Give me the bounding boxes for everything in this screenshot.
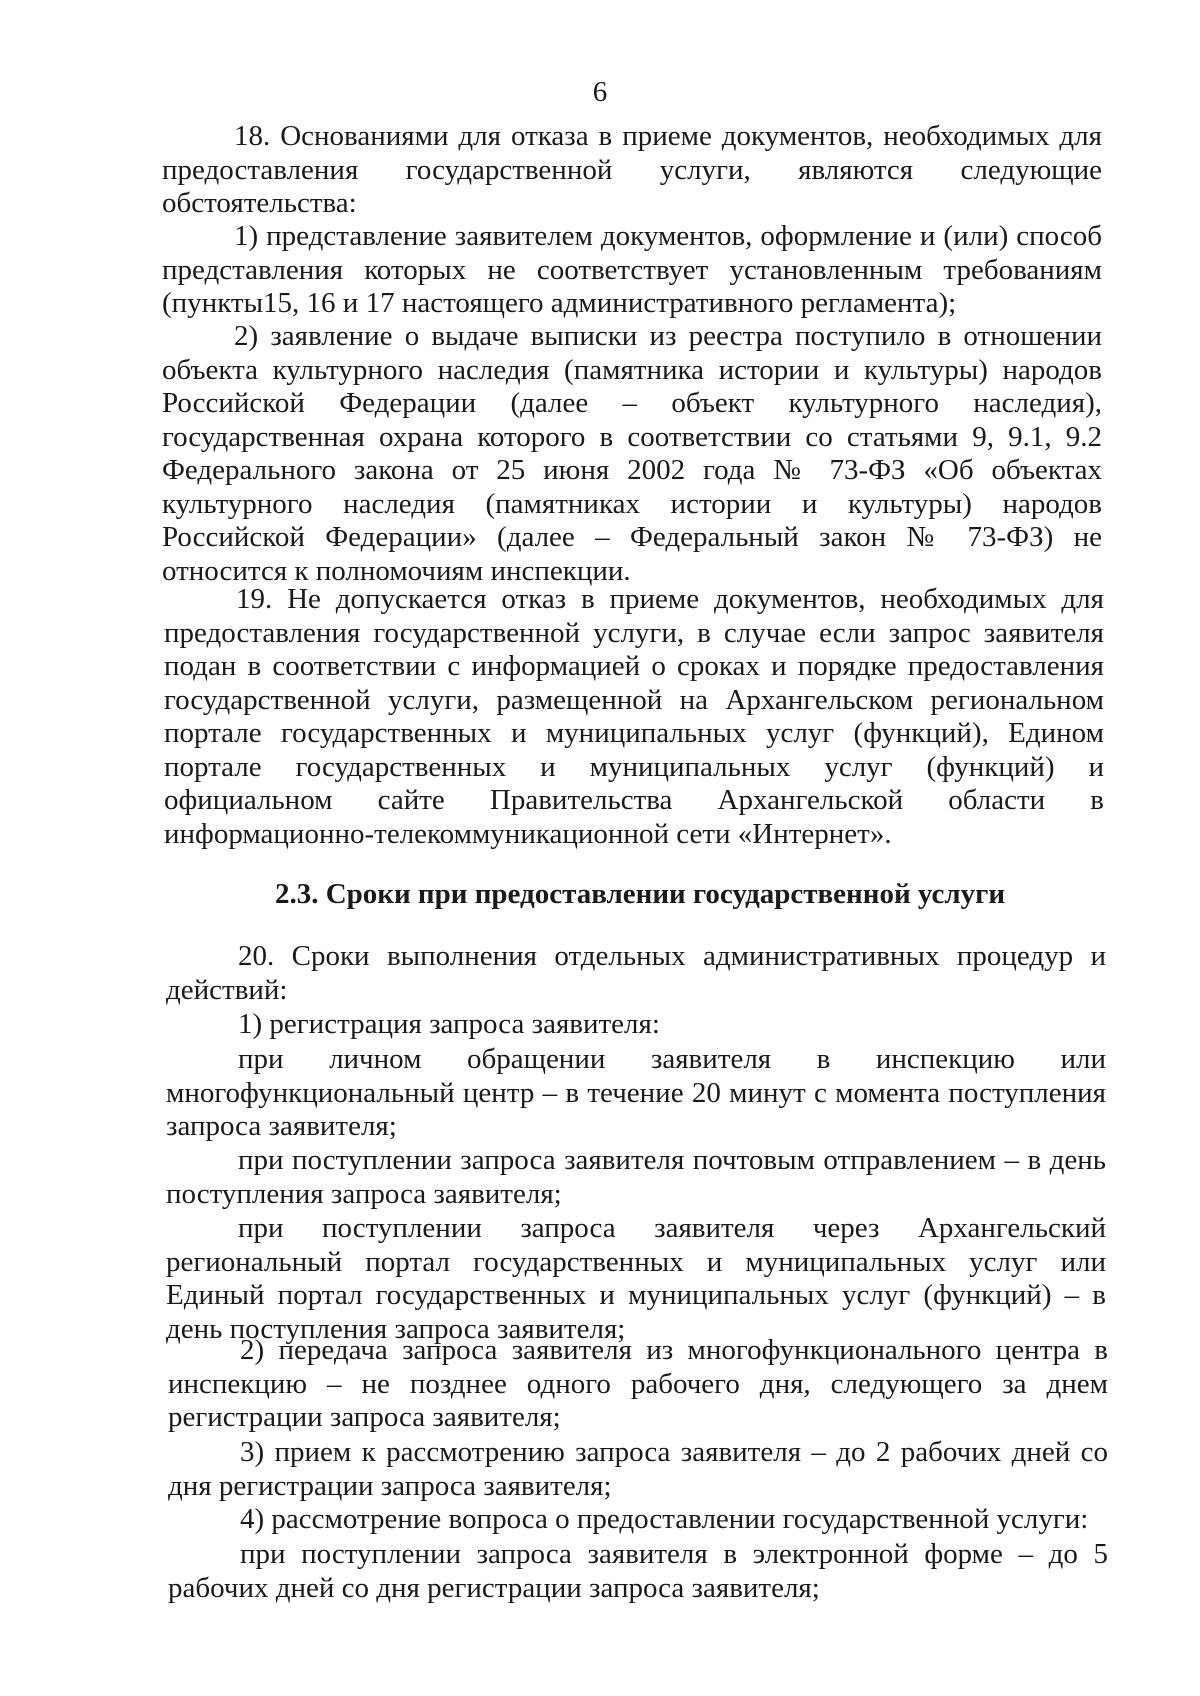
paragraph-18: 18. Основаниями для отказа в приеме документов, необходимых для предоставления государственной услуги, являются следующие обстоятельства: <box>162 120 1102 219</box>
paragraph-19: 19. Не допускается отказ в приеме документов, необходимых для предоставления государственной услуги, в случае если запрос заявителя подан в соответствии с информацией о сроках и порядке предоставления государственной услуги, размещенной на Архангельском региональном портале государственных и муниципальных услуг (функций), Едином портале государственных и муниципальных услуг (функций) и официальном сайте Правительства Архангельской области в информационно-телекоммуникационной сети «Интернет». <box>164 583 1104 850</box>
paragraph-20-item-1-portal: при поступлении запроса заявителя через Архангельский региональный портал государственных и муниципальных услуг или Единый портал государственных и муниципальных услуг (функций) – в день поступления запроса заявителя; <box>166 1212 1106 1345</box>
paragraph-20-item-3: 3) прием к рассмотрению запроса заявителя – до 2 рабочих дней со дня регистрации запроса заявителя; <box>168 1436 1108 1502</box>
page-number: 6 <box>592 76 608 108</box>
paragraph-20-item-4-electronic: при поступлении запроса заявителя в электронной форме – до 5 рабочих дней со дня регистрации запроса заявителя; <box>168 1538 1108 1604</box>
paragraph-18-item-1: 1) представление заявителем документов, оформление и (или) способ представления которых не соответствует установленным требованиям (пункты15, 16 и 17 настоящего административного регламента); <box>162 220 1102 319</box>
paragraph-20-item-4: 4) рассмотрение вопроса о предоставлении государственной услуги: <box>240 1503 1089 1535</box>
paragraph-20-item-1-post: при поступлении запроса заявителя почтовым отправлением – в день поступления запроса заявителя; <box>166 1144 1106 1210</box>
paragraph-20-item-1-personal: при личном обращении заявителя в инспекцию или многофункциональный центр – в течение 20 минут с момента поступления запроса заявителя; <box>166 1043 1106 1142</box>
section-heading: 2.3. Сроки при предоставлении государственной услуги <box>274 878 1006 910</box>
paragraph-20-item-1: 1) регистрация запроса заявителя: <box>238 1008 660 1040</box>
paragraph-20: 20. Сроки выполнения отдельных административных процедур и действий: <box>166 940 1106 1006</box>
paragraph-18-item-2: 2) заявление о выдаче выписки из реестра поступило в отношении объекта культурного наследия (памятника истории и культуры) народов Российской Федерации (далее – объект культурного наследия), государственная охрана которого в соответствии со статьями 9, 9.1, 9.2 Федерального закона от 25 июня 2002 года № 73-ФЗ «Об объектах культурного наследия (памятниках истории и культуры) народов Российской Федерации» (далее – Федеральный закон № 73-ФЗ) не относится к полномочиям инспекции. <box>162 320 1102 587</box>
paragraph-20-item-2: 2) передача запроса заявителя из многофункционального центра в инспекцию – не позднее одного рабочего дня, следующего за днем регистрации запроса заявителя; <box>168 1334 1108 1433</box>
